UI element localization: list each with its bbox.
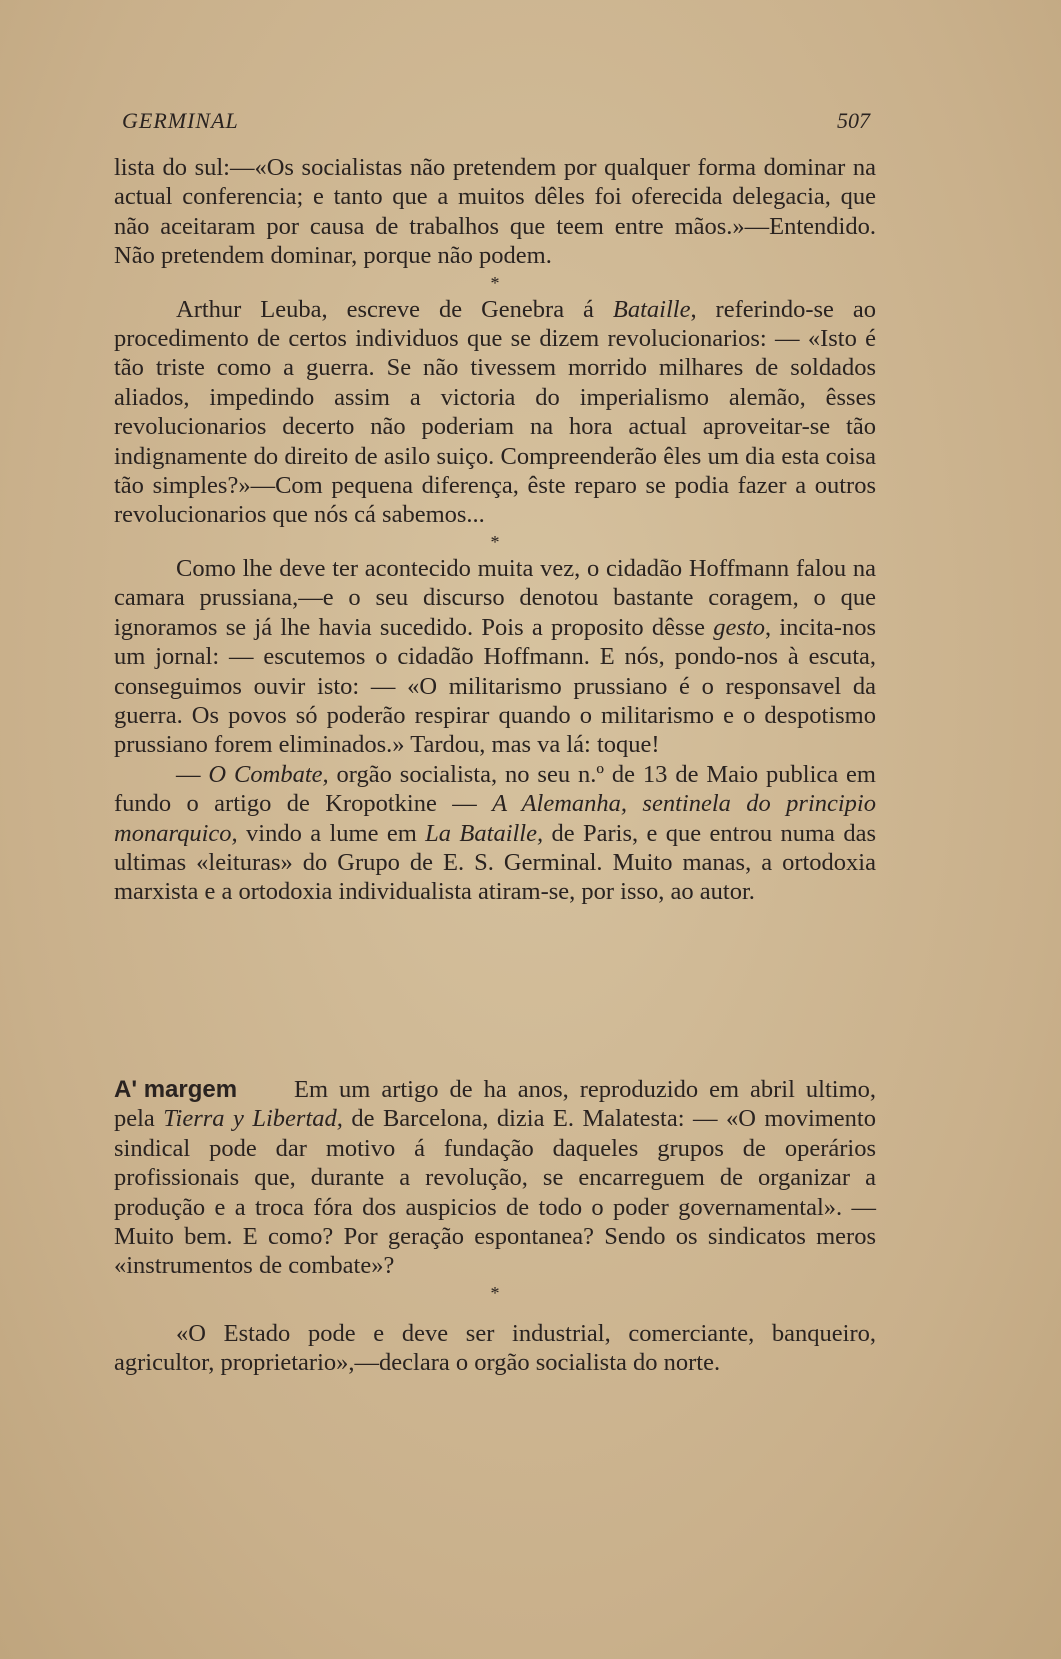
separator-star-1: * bbox=[490, 272, 500, 293]
running-title: GERMINAL bbox=[122, 108, 239, 133]
p2-title-bataille: Bataille bbox=[612, 295, 691, 323]
section-heading: A' margem bbox=[114, 1076, 238, 1103]
p5-text-c: de Barcelona, dizia E. Malatesta: — «O movimento sindical pode dar motivo á fundação daqueles grupos de operários profissionais que, durante a revolução, se encarreguem de organizar a produção e a troca fóra dos auspicios de todo o poder governamental». — Muito bem. E como? Por geração espontanea? Sendo os sindicatos meros «instrumentos de combate»? bbox=[114, 1105, 876, 1280]
p4-text-a: — bbox=[176, 760, 209, 788]
p4-title-la-bataille: La Bataille, bbox=[425, 819, 544, 847]
body-text bbox=[114, 153, 876, 907]
paragraph-2 bbox=[114, 295, 876, 530]
paragraph-3 bbox=[114, 554, 876, 760]
p4-title-combate: O Combate, bbox=[208, 760, 329, 788]
p4-text-c: orgão socialista, no seu n.º de 13 de Maio publica em fundo o artigo de Kropotkine — bbox=[114, 760, 876, 818]
p5-title-tierra: Tierra y Libertad, bbox=[163, 1105, 343, 1133]
p2-text-c: , referindo-se ao procedimento de certos individuos que se dizem revolucionarios: — «Isto é tão triste como a guerra. Se não tivessem morrido milhares de soldados aliados, impedindo assim a victoria do imperialismo alemão, êsses revolucionarios decerto não poderiam na hora actual aproveitar-se tão indignamente do direito de asilo suiço. Compreenderão êles um dia esta coisa tão simples?»—Com pequena diferença, êste reparo se podia fazer a outros revolucionarios que nós cá sabemos... bbox=[114, 295, 876, 529]
running-header bbox=[122, 108, 870, 138]
separator-star-2: * bbox=[490, 531, 500, 552]
p4-text-e: vindo a lume em bbox=[237, 819, 426, 847]
paragraph-4 bbox=[114, 760, 876, 907]
separator-star-3: * bbox=[490, 1282, 500, 1303]
p4-title-alemanha: A Alemanha, sentinela do principio monarquico, bbox=[114, 790, 876, 847]
section-a-margem bbox=[114, 1075, 876, 1378]
p5-text-a: Em um artigo de ha anos, reproduzido em abril ultimo, pela bbox=[114, 1076, 876, 1133]
page-number: 507 bbox=[837, 108, 870, 133]
p2-text-a: Arthur Leuba, escreve de Genebra á bbox=[176, 295, 613, 323]
p3-text-c: , incita-nos um jornal: — escutemos o cidadão Hoffmann. E nós, pondo-nos à escuta, conseguimos ouvir isto: — «O militarismo prussiano é o responsavel da guerra. Os povos só poderão respirar quando o militarismo e o despotismo prussiano forem eliminados.» Tardou, mas va lá: toque! bbox=[114, 613, 876, 759]
p3-text-a: Como lhe deve ter acontecido muita vez, o cidadão Hoffmann falou na camara prussiana,—e o seu discurso denotou bastante coragem, o que ignoramos se já lhe havia sucedido. Pois a proposito dêsse bbox=[114, 554, 876, 641]
p4-text-g: de Paris, e que entrou numa das ultimas «leituras» do Grupo de E. S. Germinal. Muito manas, a ortodoxia marxista e a ortodoxia individualista atiram-se, por isso, ao autor. bbox=[114, 819, 876, 906]
p3-word-gesto: gesto bbox=[713, 613, 765, 641]
paragraph-1: lista do sul:—«Os socialistas não pretendem por qualquer forma dominar na actual conferencia; e tanto que a muitos dêles foi oferecida delegacia, que não aceitaram por causa de trabalhos que teem entre mãos.»—Entendido. Não pretendem dominar, porque não podem. bbox=[114, 154, 876, 270]
paragraph-5 bbox=[114, 1075, 876, 1281]
paragraph-6: «O Estado pode e deve ser industrial, comerciante, banqueiro, agricultor, proprietario»,—declara o orgão socialista do norte. bbox=[114, 1319, 876, 1377]
